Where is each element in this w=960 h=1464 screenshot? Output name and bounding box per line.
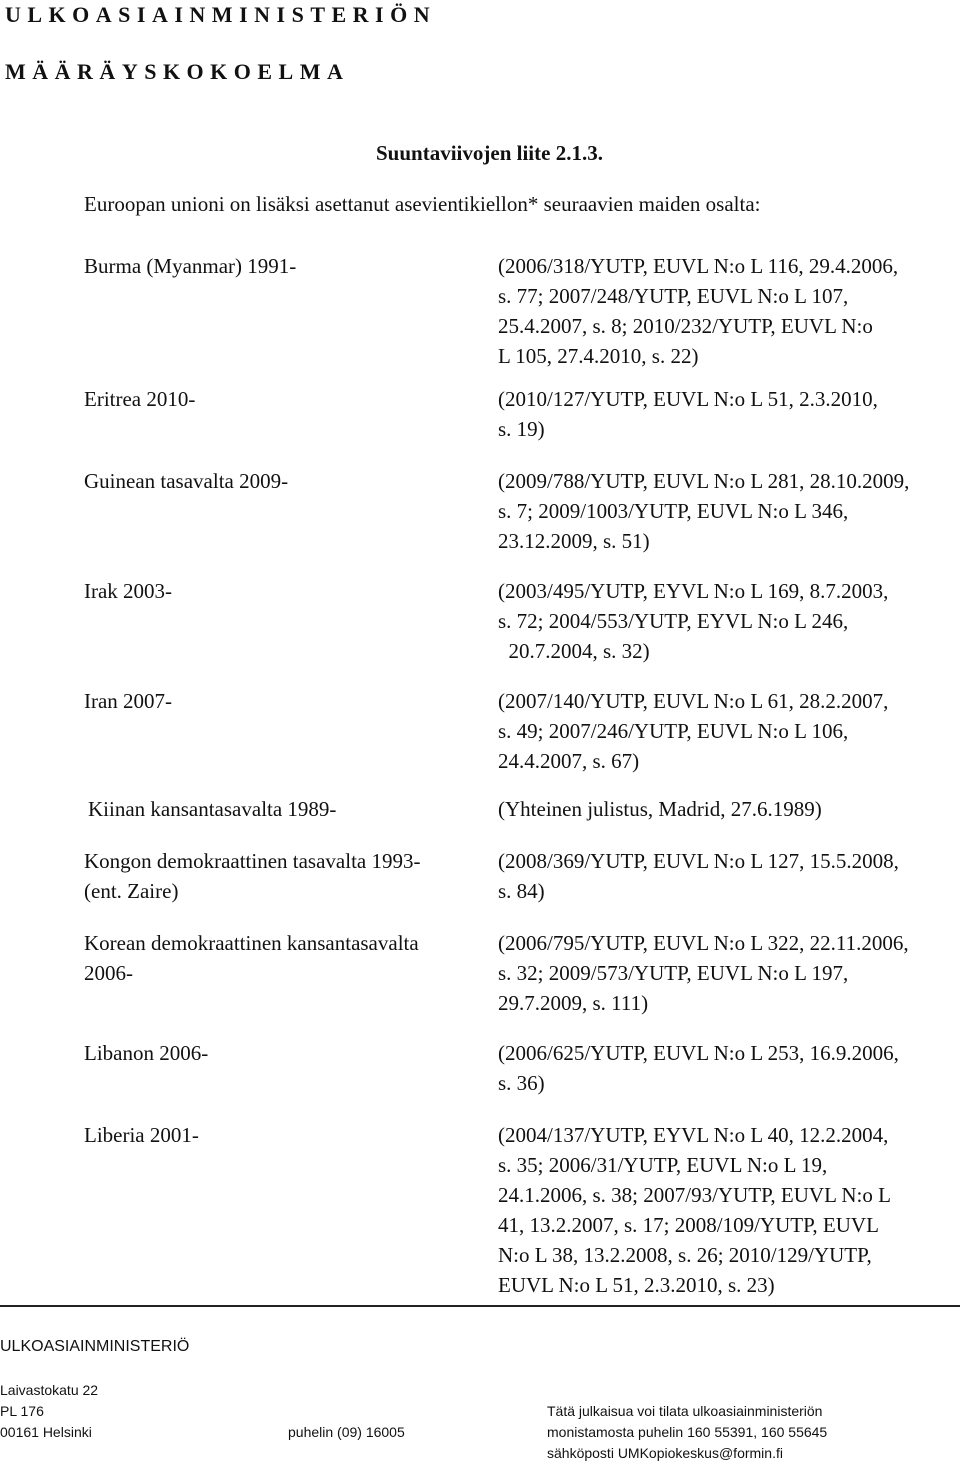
entry-country: Kiinan kansantasavalta 1989- <box>88 797 337 821</box>
entry-reference: (2006/318/YUTP, EUVL N:o L 116, 29.4.2006, s. 77; 2007/248/YUTP, EUVL N:o L 107, 25.4.2007, s. 8; 2010/232/YUTP, EUVL N:o L 105, 27.4.2010, s. 22) <box>498 254 899 368</box>
entry-reference: (2008/369/YUTP, EUVL N:o L 127, 15.5.2008, s. 84) <box>498 849 899 903</box>
footer-divider <box>0 1305 960 1307</box>
entry-reference: (2010/127/YUTP, EUVL N:o L 51, 2.3.2010, s. 19) <box>498 387 878 441</box>
page-title: Suuntaviivojen liite 2.1.3. <box>376 141 603 165</box>
entry-reference: (2006/625/YUTP, EUVL N:o L 253, 16.9.2006, s. 36) <box>498 1041 899 1095</box>
footer-ministry: ULKOASIAINMINISTERIÖ <box>0 1338 190 1355</box>
entry-country: Burma (Myanmar) 1991- <box>84 254 297 278</box>
footer-phone: puhelin (09) 16005 <box>288 1424 405 1440</box>
entry-reference: (2003/495/YUTP, EYVL N:o L 169, 8.7.2003, s. 72; 2004/553/YUTP, EYVL N:o L 246, 20.7.2004, s. 32) <box>498 579 889 663</box>
entry-country: Guinean tasavalta 2009- <box>84 469 289 493</box>
footer-address: Laivastokatu 22 PL 176 00161 Helsinki <box>0 1382 99 1440</box>
entry-reference: (2006/795/YUTP, EUVL N:o L 322, 22.11.2006, s. 32; 2009/573/YUTP, EUVL N:o L 197, 29.7.2009, s. 111) <box>498 931 909 1015</box>
entry-country: Kongon demokraattinen tasavalta 1993- (ent. Zaire) <box>84 849 421 903</box>
entry-reference: (Yhteinen julistus, Madrid, 27.6.1989) <box>498 797 822 821</box>
entry-country: Eritrea 2010- <box>84 387 196 411</box>
entry-reference: (2004/137/YUTP, EYVL N:o L 40, 12.2.2004, s. 35; 2006/31/YUTP, EUVL N:o L 19, 24.1.2006, s. 38; 2007/93/YUTP, EUVL N:o L 41, 13.2.2007, s. 17; 2008/109/YUTP, EUVL N:o L 38, 13.2.2008, s. 26; 2010/129/YUTP, EUVL N:o L 51, 2.3.2010, s. 23) <box>498 1123 891 1297</box>
footer-order-info: Tätä julkaisua voi tilata ulkoasiainministeriön monistamosta puhelin 160 55391, 160 55645 sähköposti UMKopiokeskus@formin.fi <box>547 1403 828 1461</box>
intro-text: Euroopan unioni on lisäksi asettanut asevientikiellon* seuraavien maiden osalta: <box>84 192 761 216</box>
collection-header: MÄÄRÄYSKOKOELMA <box>5 59 350 84</box>
entry-country: Libanon 2006- <box>84 1041 209 1065</box>
entry-country: Liberia 2001- <box>84 1123 199 1147</box>
entry-country: Iran 2007- <box>84 689 173 713</box>
entry-country: Irak 2003- <box>84 579 173 603</box>
entry-country: Korean demokraattinen kansantasavalta 2006- <box>84 931 419 985</box>
publisher-header: ULKOASIAINMINISTERIÖN <box>5 2 437 27</box>
entry-reference: (2007/140/YUTP, EUVL N:o L 61, 28.2.2007, s. 49; 2007/246/YUTP, EUVL N:o L 106, 24.4.2007, s. 67) <box>498 689 889 773</box>
entry-reference: (2009/788/YUTP, EUVL N:o L 281, 28.10.2009, s. 7; 2009/1003/YUTP, EUVL N:o L 346, 23.12.2009, s. 51) <box>498 469 910 553</box>
